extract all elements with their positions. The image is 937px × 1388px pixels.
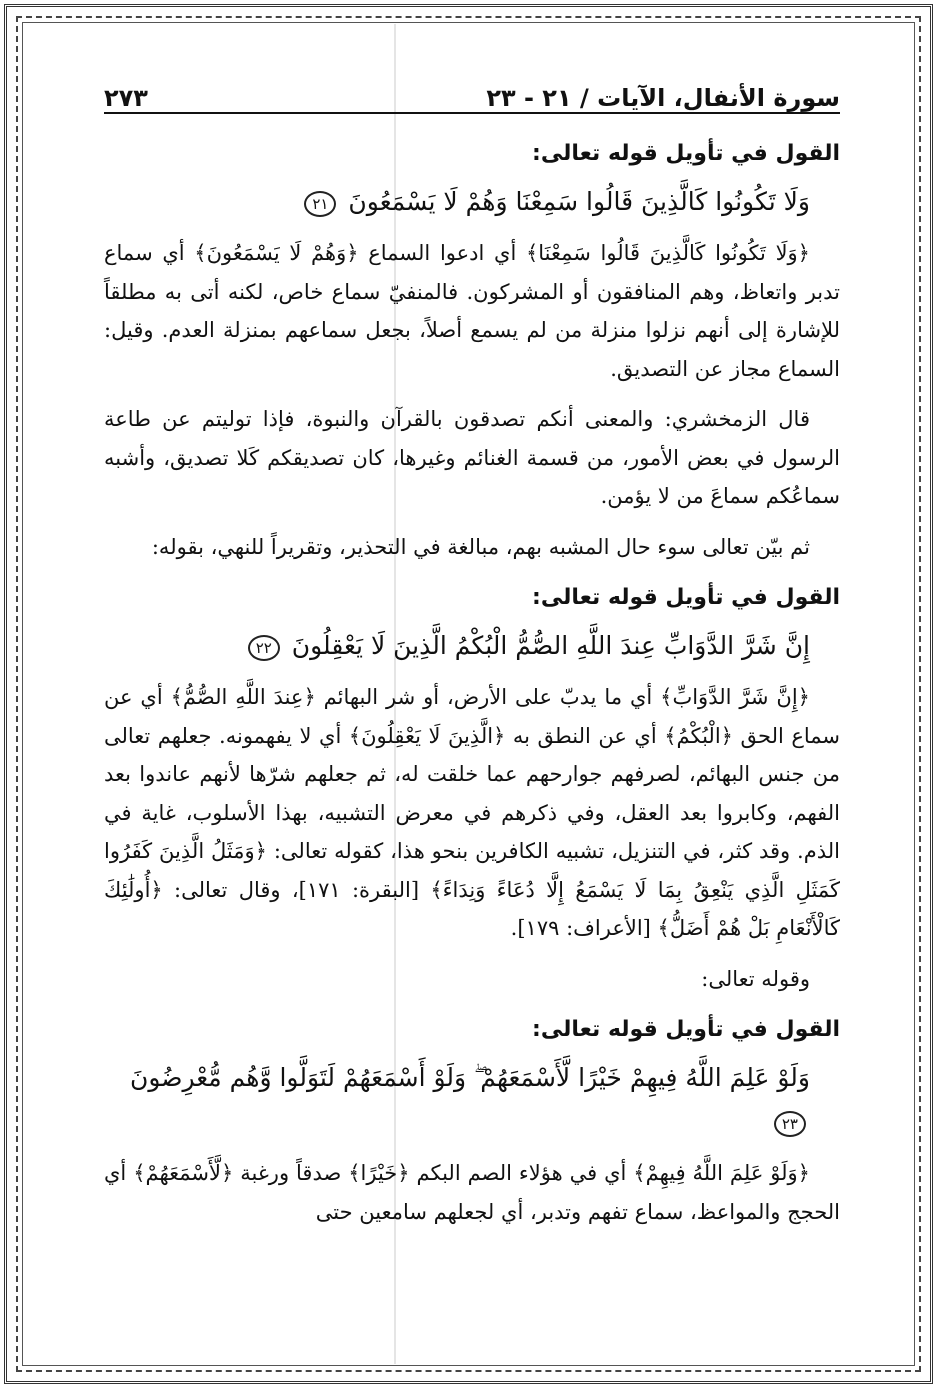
section-heading-2: القول في تأويل قوله تعالى: (532, 585, 840, 610)
commentary-paragraph: ثم بيّن تعالى سوء حال المشبه بهم، مبالغة في التحذير، وتقريراً للنهي، بقوله: (151, 534, 810, 559)
page-number: ٢٧٣ (104, 84, 148, 112)
running-header (104, 70, 840, 114)
commentary-paragraph: ﴿إِنَّ شَرَّ الدَّوَابِّ﴾ أي ما يدبّ على الأرض، أو شر البهائم ﴿عِندَ اللَّهِ الصُّمُّ﴾ أي عن سماع الحق ﴿الْبُكْمُ﴾ أي عن النطق به ﴿الَّذِينَ لَا يَعْقِلُونَ﴾ أي لا يفهمونه. جعلهم تعالى من جنس البهائم، لصرفهم جوارحهم عما خلقت له، ثم جعلهم شرّها لأنهم عاندوا بعد الفهم، وكابروا بعد العقل، وفي ذكرهم في معرض التشبيه، بهذا الأسلوب، غاية في الذم. وقد كثر، في التنزيل، تشبيه الكافرين بنحو هذا، كقوله تعالى: ﴿وَمَثَلُ الَّذِينَ كَفَرُوا كَمَثَلِ الَّذِي يَنْعِقُ بِمَا لَا يَسْمَعُ إِلَّا دُعَاءً وَنِدَاءً﴾ [البقرة: ١٧١]، وقال تعالى: ﴿أُولَٰئِكَ كَالْأَنْعَامِ بَلْ هُمْ أَضَلُّ﴾ [الأعراف: ١٧٩]. (104, 685, 840, 940)
verse-number-21: ٢١ (304, 191, 336, 217)
page (104, 70, 840, 1243)
verse-number-22: ٢٢ (248, 635, 280, 661)
verse-text-22: إِنَّ شَرَّ الدَّوَابِّ عِندَ اللَّهِ الصُّمُّ الْبُكْمُ الَّذِينَ لَا يَعْقِلُونَ (291, 631, 810, 660)
quran-verse-23 (104, 1056, 840, 1144)
commentary-paragraph: قال الزمخشري: والمعنى أنكم تصدقون بالقرآن والنبوة، فإذا توليتم عن طاعة الرسول في بعض الأمور، من قسمة الغنائم وغيرها، كان تصديقكم كَلا تصديق، وأشبه سماعُكم سماعَ من لا يؤمن. (104, 407, 840, 508)
page-content (104, 114, 840, 1231)
verse-text-21: وَلَا تَكُونُوا كَالَّذِينَ قَالُوا سَمِعْنَا وَهُمْ لَا يَسْمَعُونَ (348, 187, 810, 216)
verse-text-23: وَلَوْ عَلِمَ اللَّهُ فِيهِمْ خَيْرًا لَّأَسْمَعَهُمْ ۖ وَلَوْ أَسْمَعَهُمْ لَتَوَلَّوا وَّهُم مُّعْرِضُونَ (129, 1063, 810, 1092)
commentary-paragraph: ﴿وَلَوْ عَلِمَ اللَّهُ فِيهِمْ﴾ أي في هؤلاء الصم البكم ﴿خَيْرًا﴾ صدقاً ورغبة ﴿لَّأَسْمَعَهُمْ﴾ أي الحجج والمواعظ، سماع تفهم وتدبر، أي لجعلهم سامعين حتى (104, 1161, 840, 1224)
quran-verse-22 (104, 624, 840, 668)
commentary-paragraph: وقوله تعالى: (701, 966, 810, 991)
section-heading-3: القول في تأويل قوله تعالى: (532, 1017, 840, 1042)
quran-verse-21 (104, 180, 840, 224)
verse-number-23: ٢٣ (774, 1111, 806, 1137)
commentary-paragraph: ﴿وَلَا تَكُونُوا كَالَّذِينَ قَالُوا سَمِعْنَا﴾ أي ادعوا السماع ﴿وَهُمْ لَا يَسْمَعُونَ﴾ أي سماع تدبر واتعاظ، وهم المنافقون أو المشركون. فالمنفيّ سماع خاص، لكنه أتى به مطلقاً للإشارة إلى أنهم نزلوا منزلة من لم يسمع أصلاً، بجعل سماعهم بمنزلة العدم. وقيل: السماع مجاز عن التصديق. (104, 241, 840, 381)
section-heading-1: القول في تأويل قوله تعالى: (532, 141, 840, 166)
header-title: سورة الأنفال، الآيات / ٢١ - ٢٣ (486, 84, 840, 112)
